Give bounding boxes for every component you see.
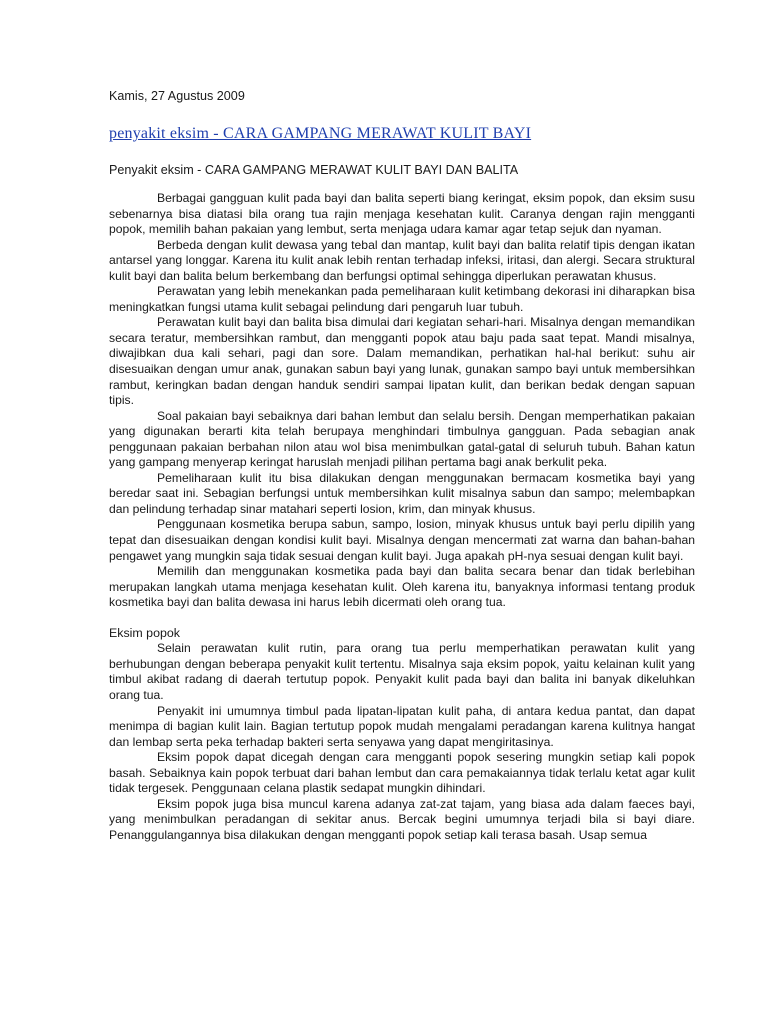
post-date: Kamis, 27 Agustus 2009 [109,89,245,103]
paragraph: Penggunaan kosmetika berupa sabun, sampo, losion, minyak khusus untuk bayi perlu dipilih yang tepat dan disesuaikan dengan kondisi kulit bayi. Misalnya dengan mencermati zat warna dan bahan-bahan pengawet yang mungkin saja tidak sesuai dengan kulit bayi. Juga apakah pH-nya sesuai dengan kulit bayi. [109,517,695,563]
section-heading: Eksim popok [109,625,180,640]
article-subtitle: Penyakit eksim - CARA GAMPANG MERAWAT KULIT BAYI DAN BALITA [109,163,519,177]
paragraph: Memilih dan menggunakan kosmetika pada bayi dan balita secara benar dan tidak berlebihan merupakan langkah utama menjaga kesehatan kulit. Oleh karena itu, banyaknya informasi tentang produk kosmetika bayi dan balita dewasa ini harus lebih dicermati oleh orang tua. [109,564,695,610]
paragraph: Perawatan kulit bayi dan balita bisa dimulai dari kegiatan sehari-hari. Misalnya dengan memandikan secara teratur, membersihkan rambut, dan mengganti popok atau baju pada saat tepat. Mandi misalnya, diwajibkan dua kali sehari, pagi dan sore. Dalam memandikan, perhatikan hal-hal berikut: suhu air disesuaikan dengan umur anak, gunakan sabun bayi yang lunak, gunakan sampo bayi untuk membersihkan rambut, keringkan badan dengan handuk sendiri sampai lipatan kulit, dan berikan bedak dengan sapuan tipis. [109,315,695,408]
post-title-link[interactable]: penyakit eksim - CARA GAMPANG MERAWAT KULIT BAYI [109,125,532,142]
paragraph: Berbagai gangguan kulit pada bayi dan balita seperti biang keringat, eksim popok, dan eksim susu sebenarnya bisa diatasi bila orang tua rajin menjaga kesehatan kulit. Caranya dengan rajin mengganti popok, memilih bahan pakaian yang lembut, serta menjaga udara kamar agar tetap sejuk dan nyaman. [109,191,695,237]
paragraph: Soal pakaian bayi sebaiknya dari bahan lembut dan selalu bersih. Dengan memperhatikan pakaian yang digunakan berarti kita telah berupaya menghindari timbulnya gangguan. Pada sebagian anak penggunaan pakaian berbahan nilon atau wol bisa menimbulkan gatal-gatal di seluruh tubuh. Bahan katun yang gampang menyerap keringat haruslah menjadi pilihan pertama bagi anak berkulit peka. [109,408,695,470]
paragraph: Eksim popok dapat dicegah dengan cara mengganti popok sesering mungkin setiap kali popok basah. Sebaiknya kain popok terbuat dari bahan lembut dan cara pemakaiannya tidak terlalu ketat agar kulit tidak tergesek. Penggunaan celana plastik sedapat mungkin dihindari. [109,750,695,796]
paragraph: Pemeliharaan kulit itu bisa dilakukan dengan menggunakan bermacam kosmetika bayi yang beredar saat ini. Sebagian berfungsi untuk membersihkan kulit misalnya sabun dan sampo; melembapkan dan pelindung terhadap sinar matahari seperti losion, krim, dan minyak khusus. [109,470,695,516]
paragraph: Berbeda dengan kulit dewasa yang tebal dan mantap, kulit bayi dan balita relatif tipis dengan ikatan antarsel yang longgar. Karena itu kulit anak lebih rentan terhadap infeksi, iritasi, dan alergi. Secara struktural kulit bayi dan balita belum berkembang dan berfungsi optimal sehingga diperlukan perawatan khusus. [109,237,695,283]
article-body [109,191,695,843]
paragraph: Penyakit ini umumnya timbul pada lipatan-lipatan kulit paha, di antara kedua pantat, dan dapat menimpa di bagian kulit lain. Bagian tertutup popok mudah mengalami peradangan karena kulitnya hangat dan lembap serta peka terhadap bakteri serta senyawa yang dapat mengiritasinya. [109,703,695,749]
paragraph: Perawatan yang lebih menekankan pada pemeliharaan kulit ketimbang dekorasi ini diharapkan bisa meningkatkan fungsi utama kulit sebagai pelindung dari pengaruh luar tubuh. [109,284,695,314]
paragraph: Selain perawatan kulit rutin, para orang tua perlu memperhatikan perawatan kulit yang berhubungan dengan beberapa penyakit kulit tertentu. Misalnya saja eksim popok, yaitu kelainan kulit yang timbul akibat radang di daerah tertutup popok. Penyakit kulit pada bayi dan balita ini banyak dikeluhkan orang tua. [109,641,695,702]
paragraph: Eksim popok juga bisa muncul karena adanya zat-zat tajam, yang biasa ada dalam faeces bayi, yang menimbulkan peradangan di sekitar anus. Bercak begini umumnya terjadi bila si bayi diare. Penanggulangannya bisa dilakukan dengan mengganti popok setiap kali terasa basah. Usap semua [109,796,695,842]
